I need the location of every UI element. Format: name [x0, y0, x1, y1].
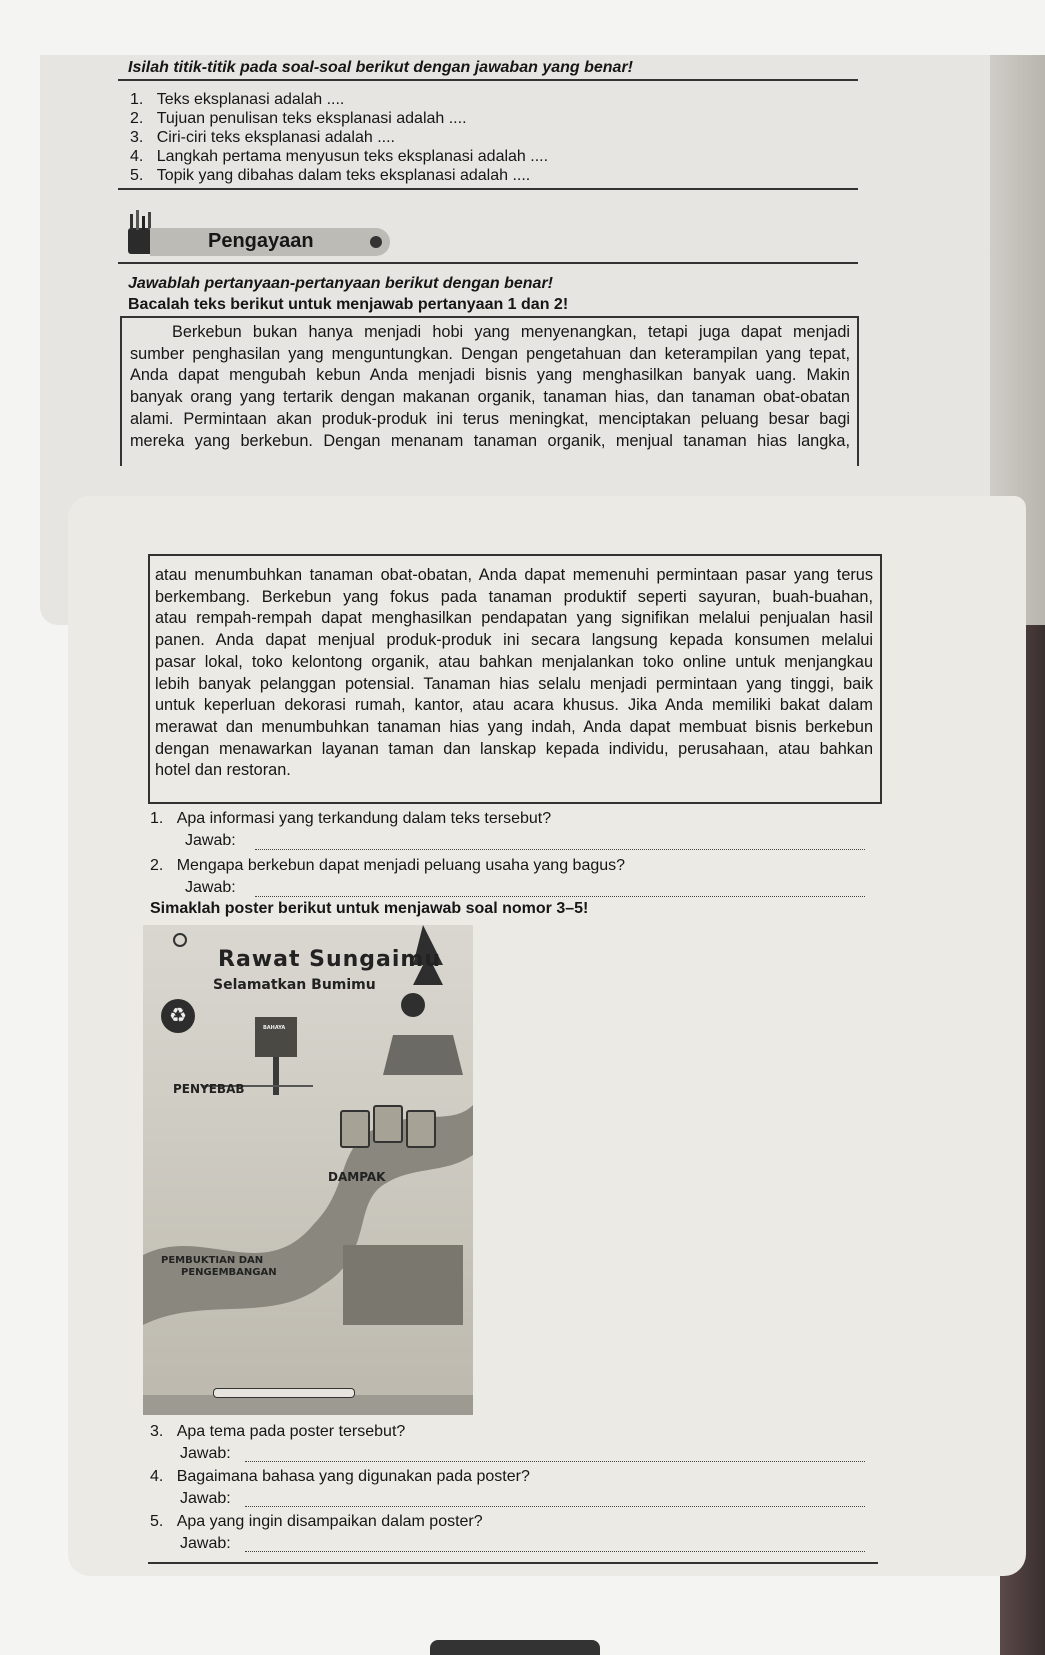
question-top-4: 4. Langkah pertama menyusun teks eksplanasi adalah ....	[130, 148, 549, 165]
clock-icon	[173, 933, 187, 947]
poster-section-cause: PENYEBAB	[173, 1082, 245, 1096]
question-5: 5. Apa yang ingin disampaikan dalam poster?	[150, 1513, 483, 1530]
poster-art	[143, 925, 473, 1415]
poster-footer-band	[213, 1388, 355, 1398]
poster	[143, 925, 473, 1415]
answer-label-4: Jawab:	[180, 1490, 231, 1507]
trash-bin-icon	[373, 1105, 403, 1143]
answer-line-1[interactable]	[255, 848, 865, 850]
question-top-2: 2. Tujuan penulisan teks eksplanasi adalah ....	[130, 110, 467, 127]
divider	[118, 79, 858, 81]
question-top-5: 5. Topik yang dibahas dalam teks eksplanasi adalah ....	[130, 167, 531, 184]
trash-bin-icon	[406, 1110, 436, 1148]
passage-part2: atau menumbuhkan tanaman obat-obatan, Anda dapat memenuhi permintaan pasar yang terus berkembang. Berkebun yang fokus pada tanaman produktif seperti sayuran, buah-buahan, atau rempah-rempah dapat menghasilkan pendapatan yang signifikan melalui penjualan hasil panen. Anda dapat menjual produk-produk ini secara langsung kepada konsumen melalui pasar lokal, toko kelontong organik, atau bahkan menjalankan toko online untuk menjangkau lebih banyak pelanggan potensial. Tanaman hias selalu menjadi permintaan yang tinggi, baik untuk keperluan dekorasi rumah, kantor, atau acara khusus. Jika Anda memiliki bakat dalam merawat dan menumbuhkan tanaman hias yang indah, Anda dapat membuat bisnis berkebun dengan menawarkan layanan taman dan lanskap kepada individu, perusahaan, atau bahkan hotel dan restoran.	[155, 566, 873, 780]
poster-section-proof-2: PENGEMBANGAN	[181, 1267, 277, 1278]
poster-section-proof-1: PEMBUKTIAN DAN	[161, 1255, 264, 1266]
divider	[118, 262, 858, 264]
section-title: Pengayaan	[208, 230, 314, 252]
passage-part1: Berkebun bukan hanya menjadi hobi yang menyenangkan, tetapi juga dapat menjadi sumber penghasilan yang menguntungkan. Dengan pengetahuan dan keterampilan yang tepat, Anda dapat mengubah kebun Anda menjadi bisnis yang menghasilkan banyak uang. Makin banyak orang yang tertarik dengan makanan organik, tanaman hias, dan tanaman obat-obatan alami. Permintaan akan produk-produk ini terus meningkat, menciptakan peluang besar bagi mereka yang berkebun. Dengan menanam tanaman organik, menjual tanaman hias langka,	[130, 323, 850, 450]
question-4: 4. Bagaimana bahasa yang digunakan pada poster?	[150, 1468, 530, 1485]
answer-line-5[interactable]	[245, 1550, 865, 1552]
answer-line-3[interactable]	[245, 1460, 865, 1462]
recycle-icon: ♻	[161, 999, 195, 1033]
answer-label-1: Jawab:	[185, 832, 236, 849]
answer-label-5: Jawab:	[180, 1535, 231, 1552]
divider	[148, 1562, 878, 1564]
poster-title-2: Selamatkan Bumimu	[213, 977, 376, 993]
divider	[118, 188, 858, 190]
instruction-pengayaan: Jawablah pertanyaan-pertanyaan berikut dengan benar!	[128, 275, 554, 292]
question-top-3: 3. Ciri-ciri teks eksplanasi adalah ....	[130, 129, 395, 146]
question-1: 1. Apa informasi yang terkandung dalam teks tersebut?	[150, 810, 552, 827]
answer-line-2[interactable]	[255, 895, 865, 897]
answer-label-3: Jawab:	[180, 1445, 231, 1462]
instruction-top: Isilah titik-titik pada soal-soal berikut dengan jawaban yang benar!	[128, 59, 633, 76]
circle-icon	[370, 236, 382, 248]
answer-label-2: Jawab:	[185, 879, 236, 896]
read-prompt: Bacalah teks berikut untuk menjawab pertanyaan 1 dan 2!	[128, 296, 569, 313]
poster-title-1: Rawat Sungaimu	[218, 947, 442, 972]
poster-sign: BAHAYA	[263, 1025, 286, 1031]
question-top-1: 1. Teks eksplanasi adalah ....	[130, 91, 345, 108]
trash-bin-icon	[340, 1110, 370, 1148]
question-3: 3. Apa tema pada poster tersebut?	[150, 1423, 406, 1440]
binder-clip	[430, 1640, 600, 1655]
poster-section-impact: DAMPAK	[328, 1170, 386, 1184]
question-2: 2. Mengapa berkebun dapat menjadi peluang usaha yang bagus?	[150, 857, 626, 874]
answer-line-4[interactable]	[245, 1505, 865, 1507]
poster-prompt: Simaklah poster berikut untuk menjawab soal nomor 3–5!	[150, 900, 589, 917]
